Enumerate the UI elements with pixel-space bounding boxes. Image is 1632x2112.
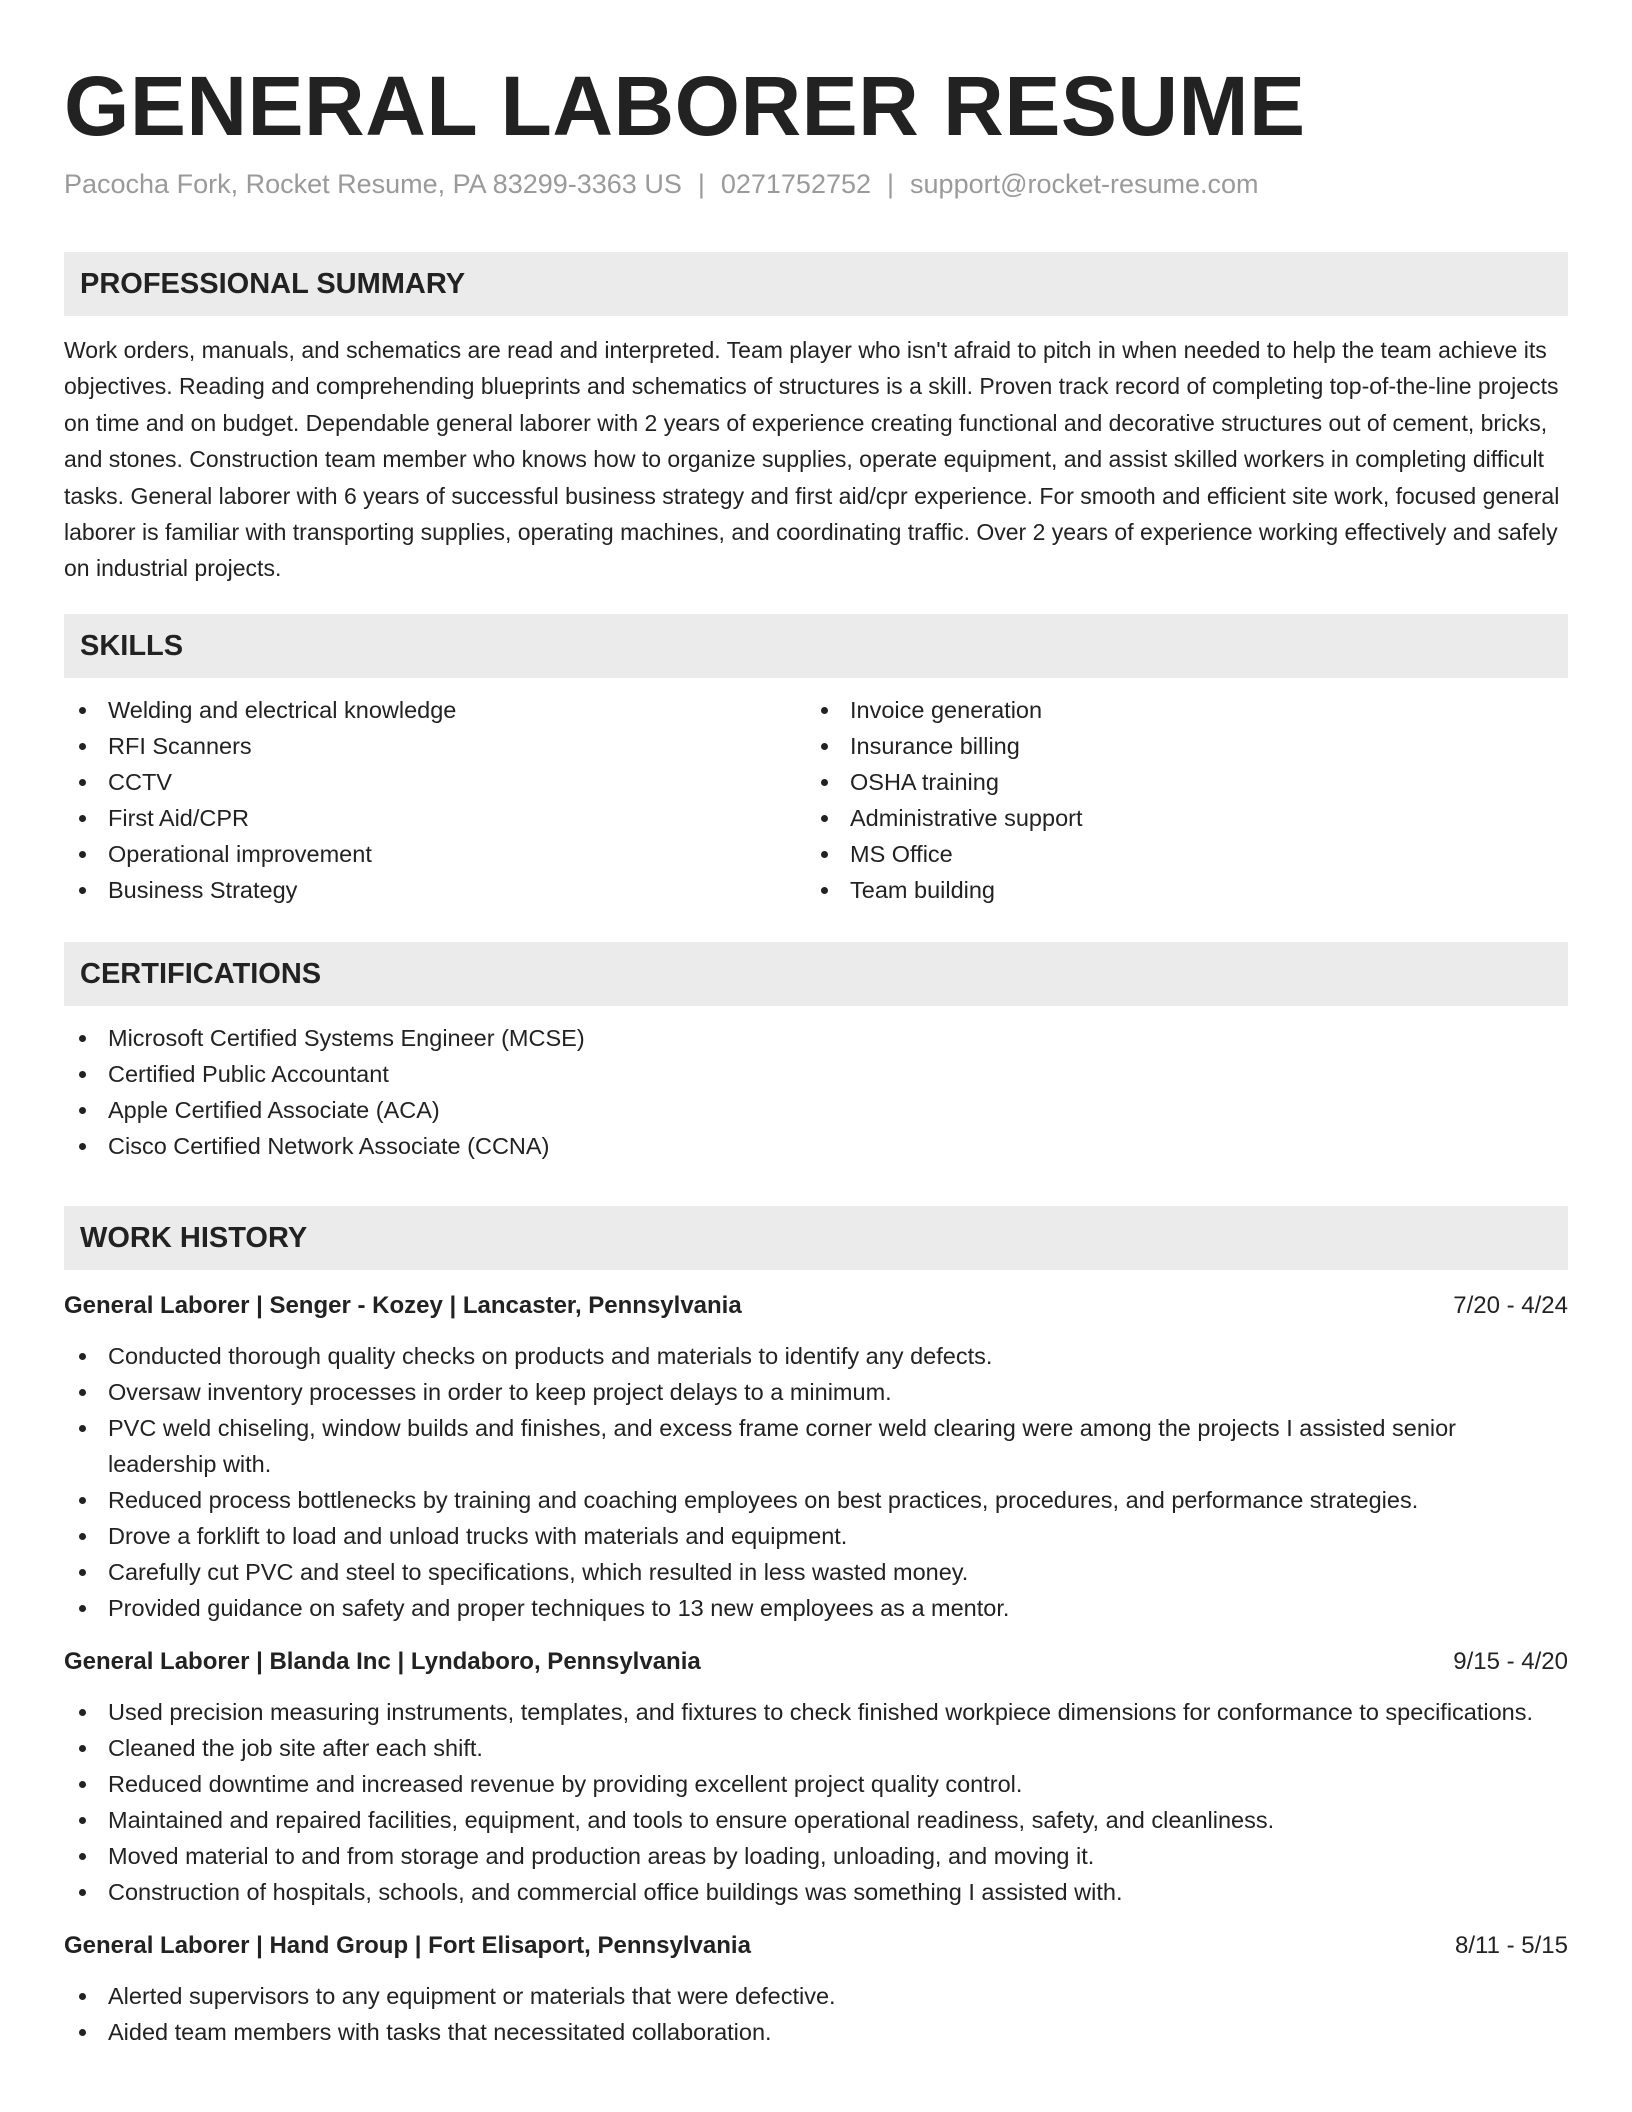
- skill-item: OSHA training: [806, 764, 1548, 800]
- job-entry: [64, 1928, 1568, 2050]
- job-entry: [64, 1288, 1568, 1626]
- job-bullet: PVC weld chiseling, window builds and finishes, and excess frame corner weld clearing were among the projects I assisted senior leadership with.: [64, 1410, 1568, 1482]
- certification-item: Apple Certified Associate (ACA): [64, 1092, 1568, 1128]
- job-dates: 9/15 - 4/20: [1453, 1648, 1568, 1675]
- job-entry: [64, 1644, 1568, 1910]
- skills-list-right: [806, 692, 1548, 908]
- job-dates: 8/11 - 5/15: [1455, 1932, 1568, 1959]
- skill-item: CCTV: [64, 764, 806, 800]
- certification-item: Certified Public Accountant: [64, 1056, 1568, 1092]
- contact-line: [64, 166, 1259, 202]
- job-title: General Laborer | Hand Group | Fort Elisaport, Pennsylvania: [64, 1932, 751, 1959]
- certification-item: Microsoft Certified Systems Engineer (MCSE): [64, 1020, 1568, 1056]
- skill-item: First Aid/CPR: [64, 800, 806, 836]
- skill-item: Welding and electrical knowledge: [64, 692, 806, 728]
- contact-address: Pacocha Fork, Rocket Resume, PA 83299-3363 US: [64, 169, 682, 199]
- job-bullet: Alerted supervisors to any equipment or materials that were defective.: [64, 1978, 1568, 2014]
- summary-text: Work orders, manuals, and schematics are read and interpreted. Team player who isn't afraid to pitch in when needed to help the team achieve its objectives. Reading and comprehending blueprints and schematics of structures is a skill. Proven track record of completing top-of-the-line projects on time and on budget. Dependable general laborer with 2 years of experience creating functional and decorative structures out of cement, bricks, and stones. Construction team member who knows how to organize supplies, operate equipment, and assist skilled workers in completing difficult tasks. General laborer with 6 years of successful business strategy and first aid/cpr experience. For smooth and efficient site work, focused general laborer is familiar with transporting supplies, operating machines, and coordinating traffic. Over 2 years of experience working effectively and safely on industrial projects.: [64, 337, 1560, 582]
- certification-item: Cisco Certified Network Associate (CCNA): [64, 1128, 1568, 1164]
- job-bullet: Drove a forklift to load and unload trucks with materials and equipment.: [64, 1518, 1568, 1554]
- skill-item: Team building: [806, 872, 1548, 908]
- job-title: General Laborer | Blanda Inc | Lyndaboro, Pennsylvania: [64, 1648, 701, 1675]
- job-bullet: Reduced process bottlenecks by training and coaching employees on best practices, procedures, and performance strategies.: [64, 1482, 1568, 1518]
- skills-list-left: [64, 692, 806, 908]
- skill-item: Operational improvement: [64, 836, 806, 872]
- job-bullet-list: [64, 1338, 1568, 1626]
- job-bullet: Construction of hospitals, schools, and commercial office buildings was something I assisted with.: [64, 1874, 1568, 1910]
- resume-title: GENERAL LABORER RESUME: [64, 59, 1306, 153]
- skill-item: Business Strategy: [64, 872, 806, 908]
- job-header: [64, 1928, 1568, 1964]
- section-heading-work-history: WORK HISTORY: [64, 1206, 1568, 1270]
- contact-separator: |: [697, 169, 705, 199]
- job-bullet-list: [64, 1978, 1568, 2050]
- job-bullet: Provided guidance on safety and proper techniques to 13 new employees as a mentor.: [64, 1590, 1568, 1626]
- job-header: [64, 1644, 1568, 1680]
- skill-item: RFI Scanners: [64, 728, 806, 764]
- job-bullet: Cleaned the job site after each shift.: [64, 1730, 1568, 1766]
- contact-separator: |: [887, 169, 895, 199]
- certifications-section: [64, 942, 1568, 1164]
- contact-email: support@rocket-resume.com: [910, 169, 1259, 199]
- job-bullet: Conducted thorough quality checks on products and materials to identify any defects.: [64, 1338, 1568, 1374]
- summary-section: [64, 252, 1568, 587]
- contact-phone: 0271752752: [720, 169, 872, 199]
- certifications-list: [64, 1020, 1568, 1164]
- skill-item: Invoice generation: [806, 692, 1548, 728]
- job-bullet: Oversaw inventory processes in order to keep project delays to a minimum.: [64, 1374, 1568, 1410]
- section-heading-summary: PROFESSIONAL SUMMARY: [64, 252, 1568, 316]
- skill-item: Insurance billing: [806, 728, 1548, 764]
- job-bullet-list: [64, 1694, 1568, 1910]
- job-bullet: Carefully cut PVC and steel to specifications, which resulted in less wasted money.: [64, 1554, 1568, 1590]
- job-bullet: Reduced downtime and increased revenue by providing excellent project quality control.: [64, 1766, 1568, 1802]
- skills-section: [64, 614, 1568, 908]
- section-heading-certifications: CERTIFICATIONS: [64, 942, 1568, 1006]
- skills-columns: [64, 678, 1568, 908]
- work-history-section: [64, 1206, 1568, 2050]
- skill-item: MS Office: [806, 836, 1548, 872]
- job-header: [64, 1288, 1568, 1324]
- job-bullet: Aided team members with tasks that necessitated collaboration.: [64, 2014, 1568, 2050]
- section-heading-skills: SKILLS: [64, 614, 1568, 678]
- job-bullet: Maintained and repaired facilities, equipment, and tools to ensure operational readiness, safety, and cleanliness.: [64, 1802, 1568, 1838]
- skill-item: Administrative support: [806, 800, 1548, 836]
- job-dates: 7/20 - 4/24: [1453, 1292, 1568, 1319]
- job-title: General Laborer | Senger - Kozey | Lancaster, Pennsylvania: [64, 1292, 742, 1319]
- job-bullet: Moved material to and from storage and production areas by loading, unloading, and moving it.: [64, 1838, 1568, 1874]
- job-bullet: Used precision measuring instruments, templates, and fixtures to check finished workpiece dimensions for conformance to specifications.: [64, 1694, 1568, 1730]
